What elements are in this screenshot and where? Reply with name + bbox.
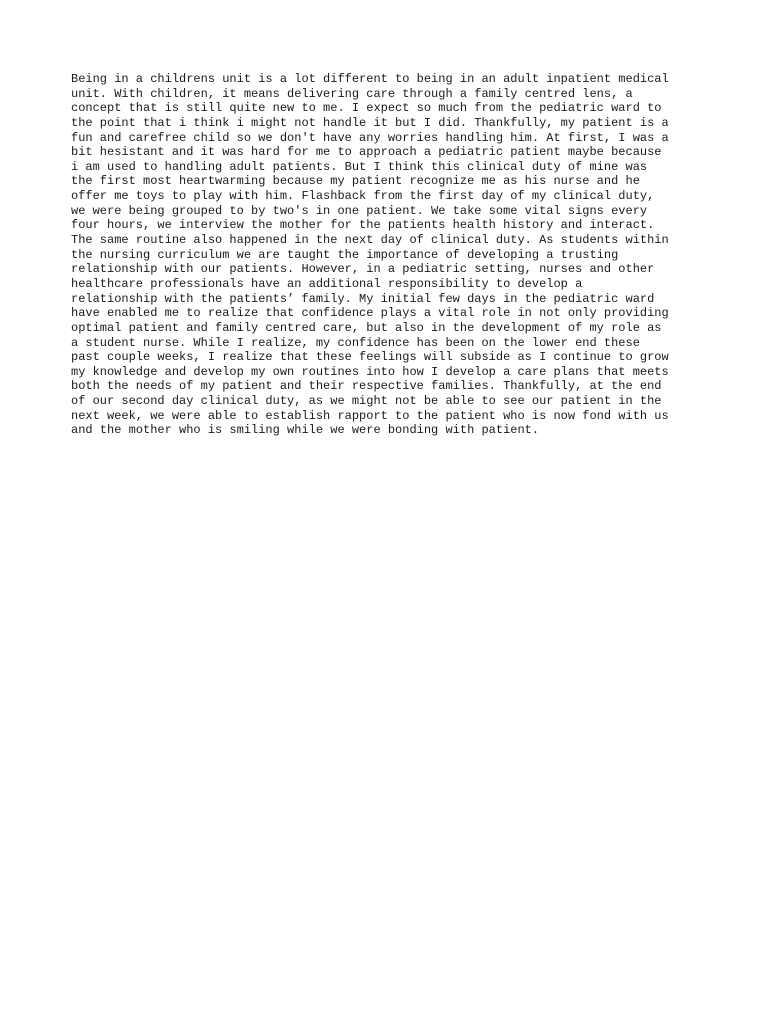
text-line: offer me toys to play with him. Flashback from the first day of my clinical duty,	[71, 189, 655, 204]
text-line: the first most heartwarming because my patient recognize me as his nurse and he	[71, 174, 640, 189]
text-line: both the needs of my patient and their respective families. Thankfully, at the end	[71, 379, 662, 394]
text-line: the point that i think i might not handle it but I did. Thankfully, my patient is a	[71, 115, 669, 130]
text-line: relationship with our patients. However, in a pediatric setting, nurses and other	[71, 262, 655, 277]
text-line: we were being grouped to by two's in one patient. We take some vital signs every	[71, 203, 648, 218]
text-line: next week, we were able to establish rapport to the patient who is now fond with us	[71, 408, 669, 423]
text-line: the nursing curriculum we are taught the importance of developing a trusting	[71, 247, 619, 262]
text-line: relationship with the patients’ family. My initial few days in the pediatric ward	[71, 291, 655, 306]
text-line: i am used to handling adult patients. But I think this clinical duty of mine was	[71, 159, 648, 174]
text-line: four hours, we interview the mother for the patients health history and interact.	[71, 218, 655, 233]
text-line: The same routine also happened in the next day of clinical duty. As students within	[71, 233, 669, 248]
text-line: bit hesistant and it was hard for me to approach a pediatric patient maybe because	[71, 145, 662, 160]
text-line: unit. With children, it means delivering care through a family centred lens, a	[71, 86, 633, 101]
text-line: my knowledge and develop my own routines into how I develop a care plans that meets	[71, 364, 669, 379]
text-line: past couple weeks, I realize that these feelings will subside as I continue to grow	[71, 350, 669, 365]
body-paragraph	[71, 72, 711, 438]
text-line: Being in a childrens unit is a lot different to being in an adult inpatient medical	[71, 72, 669, 86]
text-line: and the mother who is smiling while we were bonding with patient.	[71, 423, 540, 438]
text-line: of our second day clinical duty, as we might not be able to see our patient in the	[71, 394, 662, 409]
text-line: optimal patient and family centred care, but also in the development of my role as	[71, 320, 662, 335]
text-line: a student nurse. While I realize, my confidence has been on the lower end these	[71, 335, 640, 350]
text-line: healthcare professionals have an additional responsibility to develop a	[71, 276, 583, 291]
text-line: fun and carefree child so we don't have any worries handling him. At first, I was a	[71, 130, 669, 145]
text-line: concept that is still quite new to me. I expect so much from the pediatric ward to	[71, 101, 662, 116]
text-line: have enabled me to realize that confidence plays a vital role in not only providing	[71, 306, 669, 321]
